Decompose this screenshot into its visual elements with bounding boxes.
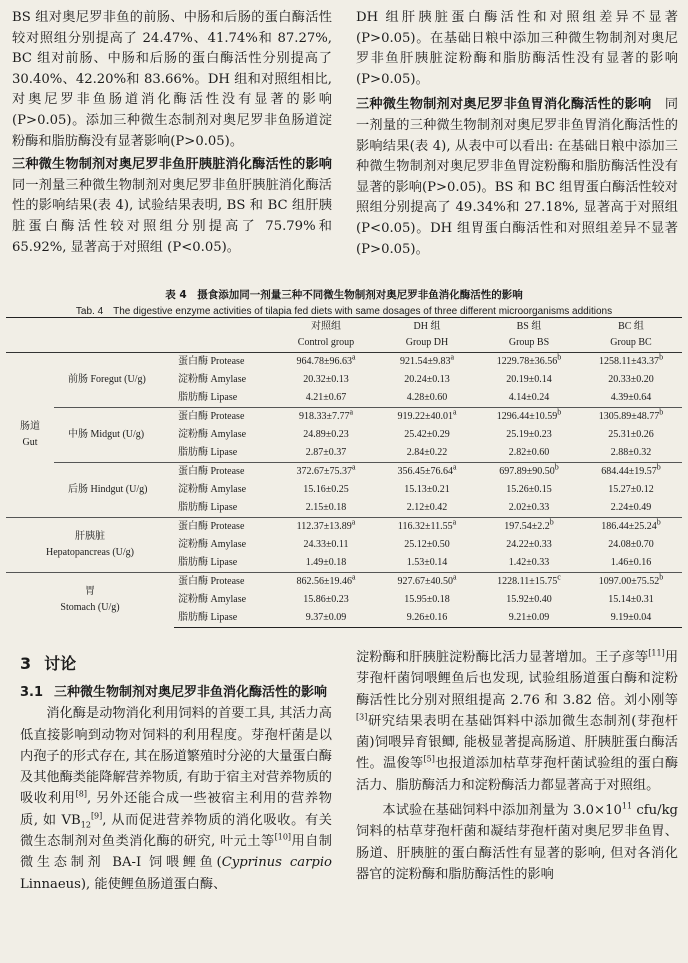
organ-label: 胃 Stomach (U/g) — [6, 573, 174, 628]
table-cell: 4.14±0.24 — [508, 392, 550, 403]
table-cell: 1.49±0.18 — [305, 557, 347, 568]
enzyme-table — [6, 317, 682, 628]
table-cell: 116.32±11.55$^a$ — [376, 518, 478, 537]
table-cell: 15.27±0.12 — [608, 484, 654, 495]
table-cell: 2.12±0.42 — [406, 502, 448, 513]
enzyme-label: 蛋白酶 Protease — [174, 463, 276, 482]
enzyme-label: 脂肪酶 Lipase — [178, 502, 238, 513]
table-row — [6, 573, 682, 592]
enzyme-label: 脂肪酶 Lipase — [178, 447, 238, 458]
discussion-right-paragraph-2: 本试验在基础饲料中添加剂量为 $3.0\times 10^{11}$ cfu/kg 饲料的枯草芽孢杆菌和凝结芽孢杆菌对奥尼罗非鱼胃、肠道、肝胰脏的蛋白酶活性有显著的影响, 但对各消化器官的淀粉酶和脂肪酶活性的影响 — [356, 801, 678, 882]
enzyme-label: 淀粉酶 Amylase — [178, 429, 247, 440]
table-cell: 1.53±0.14 — [406, 557, 448, 568]
table-body — [6, 353, 682, 628]
table-cell: 1.42±0.33 — [508, 557, 550, 568]
right-top-paragraph-1: DH 组肝胰脏蛋白酶活性和对照组差异不显著(P>0.05)。在基础日粮中添加三种微生物制剂对奥尼罗非鱼肝胰脏淀粉酶和脂肪酶活性没有显著的影响(P>0.05)。 — [356, 10, 678, 87]
enzyme-label: 脂肪酶 Lipase — [178, 392, 238, 403]
table-cell: 112.37±13.89$^a$ — [276, 518, 376, 537]
table-cell: 9.37±0.09 — [276, 609, 376, 628]
table-cell: 9.21±0.09 — [478, 609, 580, 628]
table-cell: 1258.11±43.37$^b$ — [598, 352, 664, 367]
header-bs: BS 组 Group BS — [478, 318, 580, 353]
table-caption-en: Tab. 4 The digestive enzyme activities of tilapia fed diets with same dosages of three different microorganisms additions — [75, 306, 613, 317]
table-cell: 24.22±0.33 — [506, 539, 552, 550]
table-cell: 1.46±0.16 — [610, 557, 652, 568]
organ-label: 中肠 Midgut (U/g) — [54, 408, 174, 463]
table-cell: 25.31±0.26 — [608, 429, 654, 440]
subsection-heading: 3.1 三种微生物制剂对奥尼罗非鱼消化酶活性的影响 — [20, 685, 328, 701]
section-heading: 3 讨论 — [20, 654, 77, 673]
table-cell: 9.26±0.16 — [376, 609, 478, 628]
right-top-column — [356, 8, 678, 260]
table-cell: 2.88±0.32 — [610, 447, 652, 458]
left-top-paragraph-1: BS 组对奥尼罗非鱼的前肠、中肠和后肠的蛋白酶活性较对照组分别提高了 24.47%、41.74%和 87.27%, BC 组对前肠、中肠和后肠的蛋白酶活性分别提高了 30.40%、42.20%和 83.66%。DH 组和对照组相比, 对奥尼罗非鱼肠道消化酶活性没有显著的影响(P>0.05)。添加三种微生态制剂对奥尼罗非鱼肠道淀粉酶和脂肪酶没有显著影响(P>0.05)。 — [12, 10, 332, 149]
table-row — [6, 518, 682, 537]
organ-label: 肝胰脏 Hepatopancreas (U/g) — [6, 518, 174, 573]
table-cell: 15.92±0.40 — [506, 594, 552, 605]
table-cell: 1228.11±15.75$^c$ — [478, 573, 580, 592]
enzyme-label: 蛋白酶 Protease — [174, 573, 276, 592]
table-cell: 1097.00±75.52$^b$ — [580, 573, 682, 592]
table-cell: 919.22±40.01$^a$ — [376, 408, 478, 427]
table-cell: 20.24±0.13 — [404, 374, 450, 385]
table-cell: 4.39±0.64 — [610, 392, 652, 403]
table-cell: 927.67±40.50$^a$ — [376, 573, 478, 592]
table-cell: 2.24±0.49 — [610, 502, 652, 513]
table-cell: 15.26±0.15 — [506, 484, 552, 495]
table-cell: 24.89±0.23 — [303, 429, 349, 440]
table-cell: 15.16±0.25 — [303, 484, 349, 495]
table-cell: 15.86±0.23 — [303, 594, 349, 605]
discussion-right-column — [356, 647, 678, 885]
right-top-paragraph-2: 三种微生物制剂对奥尼罗非鱼胃消化酶活性的影响 同一剂量的三种微生物制剂对奥尼罗非鱼胃消化酶活性的影响结果(表 4), 从表中可以看出: 在基础日粮中添加三种微生物制剂对奥尼罗非鱼胃淀粉酶和脂肪酶活性没有显著的影响(P>0.05)。BS 和 BC 组胃蛋白酶活性较对照组分别提高了 49.34%和 27.18%, 显著高于对照组(P<0.05)。DH 组胃蛋白酶活性和对照组差异不显著(P>0.05)。 — [356, 97, 679, 257]
table-cell: 2.15±0.18 — [305, 502, 347, 513]
table-cell: 921.54±9.83$^a$ — [399, 352, 455, 367]
table-cell: 964.78±96.63$^a$ — [296, 352, 356, 367]
table-cell: 372.67±75.37$^a$ — [276, 463, 376, 482]
discussion-left-column — [20, 653, 332, 895]
table-row — [6, 408, 682, 427]
discussion-left-paragraph: 消化酶是动物消化利用饲料的首要工具, 其活力高低直接影响到动物对饲料的利用程度。芽孢杆菌是以内孢子的形式存在, 其在肠道繁殖时分泌的大量蛋白酶及其他酶类能降解营养物质, 有助于宿主对营养物质的吸收利用[8], 另外还能合成一些被宿主利用的营养物质, 如 $VB_{12}[9]$, 从而促进营养物质的消化吸收。有关微生态制剂对鱼类消化酶的研究, 叶元土等[10]用自制微生态制剂 BA-I 饲喂鲤鱼(Cyprinus carpio Linnaeus), 能使鲤鱼肠道蛋白酶、 — [20, 706, 332, 892]
table-cell: 4.28±0.60 — [406, 392, 448, 403]
table-cell: 197.54±2.2$^b$ — [478, 518, 580, 537]
enzyme-label: 脂肪酶 Lipase — [174, 609, 276, 628]
table-cell: 20.32±0.13 — [303, 374, 349, 385]
table-cell: 1229.78±36.56$^b$ — [496, 352, 562, 367]
enzyme-label: 蛋白酶 Protease — [174, 408, 276, 427]
table-cell: 24.08±0.70 — [608, 539, 654, 550]
table-caption-cn: 表 4 摄食添加同一剂量三种不同微生物制剂对奥尼罗非鱼消化酶活性的影响 — [165, 289, 523, 301]
table-cell: 4.21±0.67 — [305, 392, 347, 403]
left-top-paragraph-2: 三种微生物制剂对奥尼罗非鱼肝胰脏消化酶活性的影响 同一剂量三种微生物制剂对奥尼罗非鱼肝胰脏消化酶活性的影响结果(表 4), 试验结果表明, BS 和 BC 组肝胰脏蛋白酶活性较对照组分别提高了 75.79%和 65.92%, 显著高于对照组 (P<0.05)。 — [12, 157, 332, 255]
table-cell: 2.82±0.60 — [508, 447, 550, 458]
hepatopancreas-heading: 三种微生物制剂对奥尼罗非鱼肝胰脏消化酶活性的影响 — [12, 157, 332, 173]
gut-label: 肠道 Gut — [20, 421, 40, 448]
table-cell: 862.56±19.46$^a$ — [276, 573, 376, 592]
enzyme-label: 蛋白酶 Protease — [178, 356, 245, 367]
table-cell: 918.33±7.77$^a$ — [276, 408, 376, 427]
organ-label: 前肠 Foregut (U/g) — [68, 374, 146, 385]
table-cell: 24.33±0.11 — [303, 539, 349, 550]
table-cell: 2.02±0.33 — [508, 502, 550, 513]
table-cell: 697.89±90.50$^b$ — [478, 463, 580, 482]
table-cell: 684.44±19.57$^b$ — [580, 463, 682, 482]
table-cell: 25.19±0.23 — [506, 429, 552, 440]
table-cell: 20.19±0.14 — [506, 374, 552, 385]
organ-label: 后肠 Hindgut (U/g) — [54, 463, 174, 518]
table-cell: 15.13±0.21 — [404, 484, 450, 495]
table-row — [6, 353, 682, 372]
table-cell: 25.12±0.50 — [404, 539, 450, 550]
enzyme-label: 脂肪酶 Lipase — [178, 557, 238, 568]
header-bc: BC 组 Group BC — [580, 318, 682, 353]
table-cell: 356.45±76.64$^a$ — [376, 463, 478, 482]
table-cell: 2.84±0.22 — [406, 447, 448, 458]
header-dh: DH 组 Group DH — [376, 318, 478, 353]
table-cell: 25.42±0.29 — [404, 429, 450, 440]
enzyme-label: 淀粉酶 Amylase — [178, 484, 247, 495]
stomach-heading: 三种微生物制剂对奥尼罗非鱼胃消化酶活性的影响 — [356, 97, 652, 113]
table-cell: 20.33±0.20 — [608, 374, 654, 385]
table-cell: 15.95±0.18 — [404, 594, 450, 605]
enzyme-label: 蛋白酶 Protease — [174, 518, 276, 537]
table-cell: 2.87±0.37 — [305, 447, 347, 458]
header-control: 对照组 Control group — [276, 318, 376, 353]
table-cell: 1305.89±48.77$^b$ — [580, 408, 682, 427]
table-cell: 15.14±0.31 — [608, 594, 654, 605]
table-cell: 186.44±25.24$^b$ — [580, 518, 682, 537]
left-top-column — [12, 8, 332, 258]
table-cell: 9.19±0.04 — [580, 609, 682, 628]
table-cell: 1296.44±10.59$^b$ — [478, 408, 580, 427]
table-row — [6, 463, 682, 482]
enzyme-label: 淀粉酶 Amylase — [178, 374, 247, 385]
enzyme-label: 淀粉酶 Amylase — [178, 594, 247, 605]
discussion-right-paragraph-1: 淀粉酶和肝胰脏淀粉酶比活力显著增加。王子彦等[11]用芽孢杆菌饲喂鲤鱼后也发现, 试验组肠道蛋白酶和淀粉酶活性比分别对照组提高 2.76 和 3.82 倍。刘小刚等[3]研究结果表明在基础饵料中添加微生态制剂(芽孢杆菌)饲喂异育银鲫, 能极显著提高肠道、肝胰脏蛋白酶活性。温俊等[5]也报道添加枯草芽孢杆菌试验组的蛋白酶活力、脂肪酶活力和淀粉酶活力都显著高于对照组。 — [356, 648, 679, 793]
enzyme-label: 淀粉酶 Amylase — [178, 539, 247, 550]
